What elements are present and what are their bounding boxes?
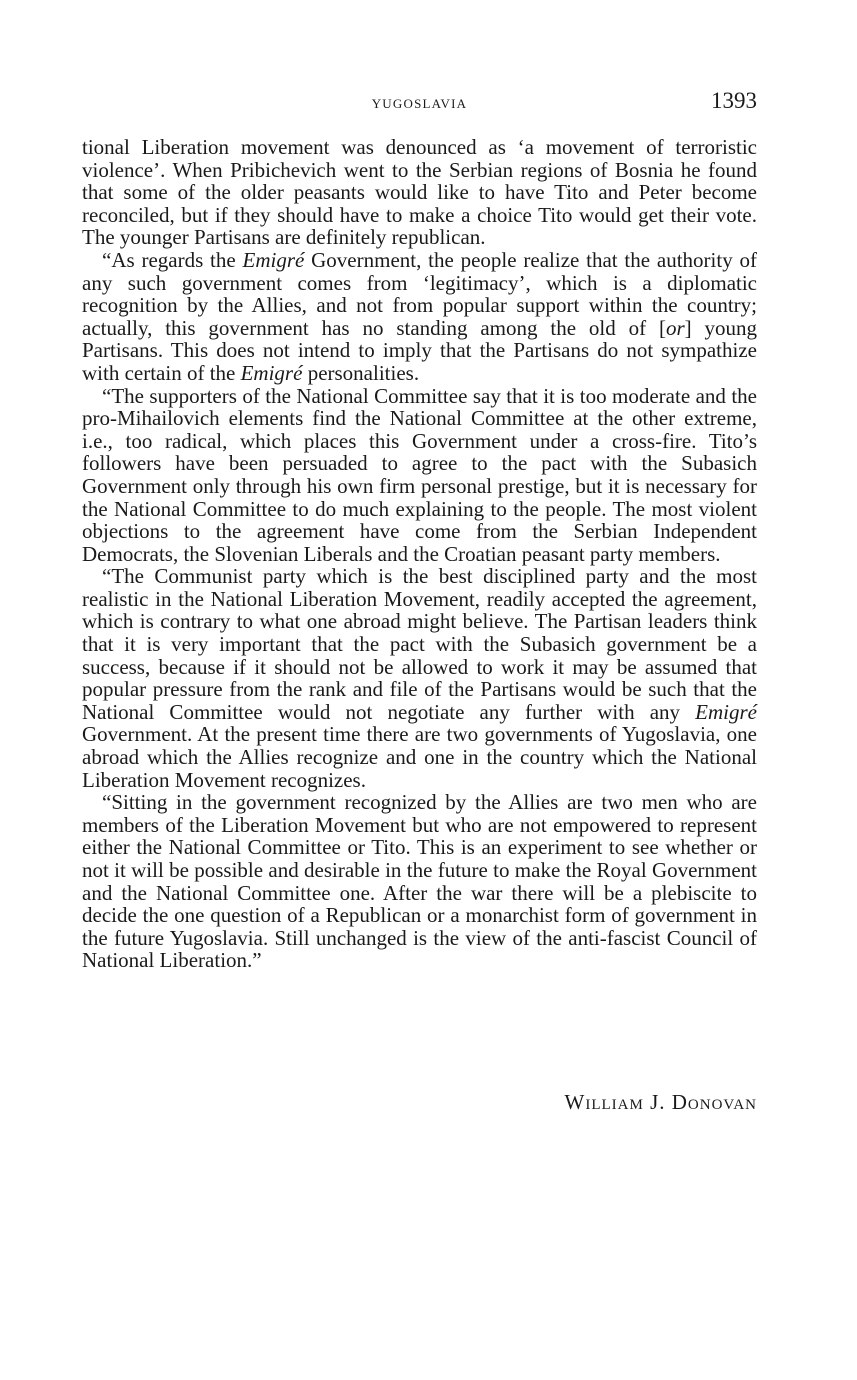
paragraph-4-part-a: “The Communist party which is the best disciplined party and the most realistic in the National Liberation Movement, readily accepted the agreement, which is contrary to what one abroad might believe. The Partisan leaders think that it is very important that the pact with the Subasich government be a success, because if it should not be allowed to work it may be assumed that popular pressure from the rank and file of the Partisans would be such that the National Committee would not negotiate any further with any	[82, 564, 757, 724]
page-number: 1393	[711, 88, 757, 113]
paragraph-1: tional Liberation movement was denounced as ‘a movement of terroristic violence’. When Pribichevich went to the Serbian regions of Bosnia he found that some of the older peasants would like to have Tito and Peter become reconciled, but if they should have to make a choice Tito would get their vote. The younger Partisans are definitely republican.	[82, 135, 757, 250]
paragraph-2	[82, 249, 757, 385]
paragraph-3: “The supporters of the National Committee say that it is too moderate and the pro-Mihailovich elements find the National Committee at the other extreme, i.e., too radical, which places this Government under a cross-fire. Tito’s followers have been persuaded to agree to the pact with the Subasich Government only through his own firm personal prestige, but it is necessary for the National Committee to do much explaining to the people. The most violent objections to the agreement have come from the Serbian Independent Democrats, the Slovenian Liberals and the Croatian peasant party members.	[82, 383, 757, 566]
emigre-italic: Emigré	[242, 247, 305, 272]
paragraph-2-part-a: “As regards the	[102, 247, 243, 272]
paragraph-2-part-c: ] young Partisans. This does not intend to imply that the Partisans do not sympathize with certain of the	[82, 315, 757, 385]
running-title: YUGOSLAVIA	[371, 96, 468, 111]
author-signature: William J. Donovan	[564, 1090, 757, 1114]
paragraph-4	[82, 565, 757, 791]
paragraph-2-part-d: personalities.	[302, 360, 420, 385]
running-head	[82, 88, 757, 120]
paragraph-2-part-b: Government, the people realize that the authority of any such government comes from ‘legitimacy’, which is a diplomatic recognition by the Allies, and not from popular support within the country; actually, this government has no standing among the old of [	[82, 247, 757, 340]
or-italic: or	[665, 315, 685, 340]
body-text	[82, 136, 757, 972]
paragraph-5: “Sitting in the government recognized by the Allies are two men who are members of the Liberation Movement but who are not empowered to represent either the National Committee or Tito. This is an experiment to see whether or not it will be possible and desirable in the future to make the Royal Government and the National Committee one. After the war there will be a plebiscite to decide the one question of a Republican or a monarchist form of government in the future Yugoslavia. Still unchanged is the view of the anti-fascist Council of National Liberation.”	[82, 790, 757, 973]
emigre-italic: Emigré	[695, 699, 757, 724]
paragraph-4-part-b: Government. At the present time there are two governments of Yugoslavia, one abroad which the Allies recognize and one in the country which the National Liberation Movement recognizes.	[82, 722, 757, 792]
emigre-italic: Emigré	[240, 360, 303, 385]
